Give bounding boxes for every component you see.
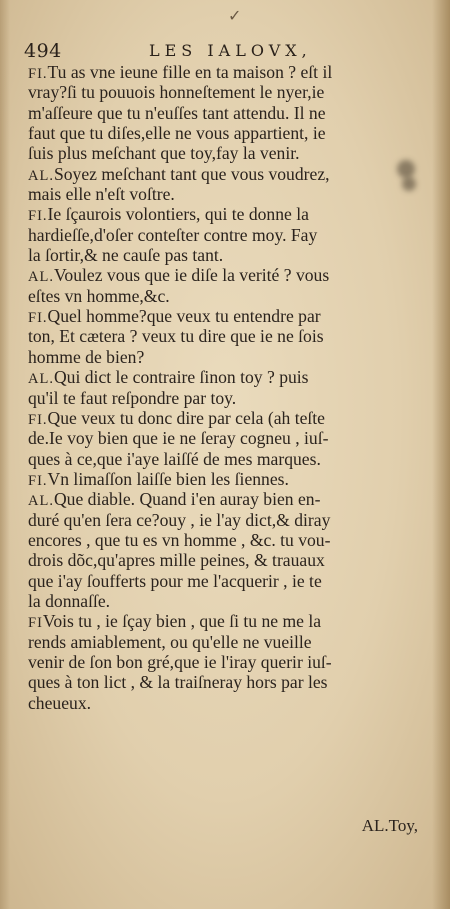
- line-text: drois dõc,qu'apres mille peines, & trauaux: [28, 550, 325, 571]
- line-text: ton, Et cætera ? veux tu dire que ie ne ſois: [28, 326, 324, 347]
- line-text: Soyez meſchant tant que vous voudrez,: [53, 163, 330, 184]
- line-text: faut que tu diſes,elle ne vous appartient, ie: [28, 123, 326, 144]
- text-line: [28, 693, 422, 713]
- text-line: [28, 550, 422, 570]
- text-line: [28, 388, 422, 408]
- text-line: [28, 82, 422, 102]
- line-text: homme de bien?: [28, 346, 145, 367]
- line-text: Que veux tu donc dire par cela (ah teſte: [47, 407, 325, 428]
- speaker-label: FI.: [28, 411, 48, 428]
- line-text: Que diable. Quand i'en auray bien en-: [53, 489, 321, 510]
- line-text: Ie ſçaurois volontiers, qui te donne la: [47, 204, 309, 225]
- catchword: AL.Toy,: [361, 816, 418, 835]
- text-line: [28, 652, 422, 672]
- speaker-label: FI.: [28, 472, 48, 489]
- text-line: [28, 611, 422, 631]
- line-text: ques à ce,que i'aye laiſſé de mes marques.: [28, 448, 321, 469]
- line-text: mais elle n'eſt voſtre.: [28, 184, 175, 205]
- line-text: Vois tu , ie ſçay bien , que ſi tu ne me la: [42, 611, 322, 632]
- text-line: [28, 265, 422, 285]
- line-text: la ſortir,& ne cauſe pas tant.: [28, 245, 224, 266]
- speaker-label: FI: [28, 615, 43, 632]
- dialogue-text: [28, 62, 422, 713]
- ink-smudge: [402, 177, 416, 191]
- text-line: [28, 408, 422, 428]
- text-line: [28, 632, 422, 652]
- speaker-label: AL.: [28, 493, 54, 510]
- text-line: [28, 347, 422, 367]
- text-line: [28, 286, 422, 306]
- running-title: LES IALOVX,: [149, 41, 312, 60]
- line-text: cheueux.: [28, 692, 92, 713]
- speaker-label: FI.: [28, 66, 48, 82]
- line-text: ques à ton lict , & la traiſneray hors par les: [28, 672, 328, 693]
- line-text: que i'ay ſoufferts pour me l'acquerir , ie te: [28, 570, 322, 591]
- line-text: venir de ſon bon gré,que ie l'iray querir iuſ-: [28, 651, 332, 672]
- page-number: 494: [24, 40, 62, 62]
- ink-mark: ✓: [228, 6, 242, 25]
- text-line: [28, 469, 422, 489]
- speaker-label: FI.: [28, 310, 48, 327]
- line-text: m'aſſeure que tu n'euſſes tant attendu. Il ne: [28, 102, 326, 123]
- text-line: [28, 164, 422, 184]
- line-text: hardieſſe,d'oſer conteſter contre moy. Fay: [28, 224, 318, 245]
- text-line: [28, 591, 422, 611]
- text-line: [28, 184, 422, 204]
- speaker-label: AL.: [28, 371, 54, 388]
- text-line: [28, 571, 422, 591]
- speaker-label: AL.: [28, 167, 54, 184]
- text-line: [28, 428, 422, 448]
- speaker-label: FI.: [28, 208, 48, 225]
- text-line: [28, 510, 422, 530]
- line-text: la donnaſſe.: [28, 590, 111, 611]
- line-text: encores , que tu es vn homme , &c. tu vou-: [28, 529, 331, 550]
- text-line: [28, 672, 422, 692]
- text-line: [28, 245, 422, 265]
- line-text: Qui dict le contraire ſinon toy ? puis: [53, 367, 309, 388]
- line-text: Quel homme?que veux tu entendre par: [47, 306, 321, 327]
- text-line: [28, 326, 422, 346]
- line-text: ſuis plus meſchant que toy,fay la venir.: [28, 143, 300, 164]
- text-line: [28, 489, 422, 509]
- text-line: [28, 306, 422, 326]
- text-line: [28, 225, 422, 245]
- line-text: rends amiablement, ou qu'elle ne vueille: [28, 631, 312, 652]
- text-line: [28, 103, 422, 123]
- line-text: Tu as vne ieune fille en ta maison ? eſt il: [47, 62, 333, 82]
- text-line: [28, 62, 422, 82]
- text-line: [28, 449, 422, 469]
- text-line: [28, 204, 422, 224]
- text-line: [28, 143, 422, 163]
- speaker-label: AL.: [28, 269, 54, 286]
- line-text: duré qu'en ſera ce?ouy , ie l'ay dict,& diray: [28, 509, 331, 530]
- line-text: vray?ſi tu pouuois honneſtement le nyer,ie: [28, 82, 325, 103]
- line-text: eſtes vn homme,&c.: [28, 285, 170, 306]
- line-text: Voulez vous que ie diſe la verité ? vous: [53, 265, 330, 286]
- text-line: [28, 530, 422, 550]
- text-line: [28, 367, 422, 387]
- text-line: [28, 123, 422, 143]
- line-text: de.Ie voy bien que ie ne ſeray cogneu , iuſ-: [28, 428, 329, 449]
- ink-smudge: [397, 160, 415, 178]
- line-text: Vn limaſſon laiſſe bien les ſiennes.: [47, 468, 289, 489]
- line-text: qu'il te faut reſpondre par toy.: [28, 387, 237, 408]
